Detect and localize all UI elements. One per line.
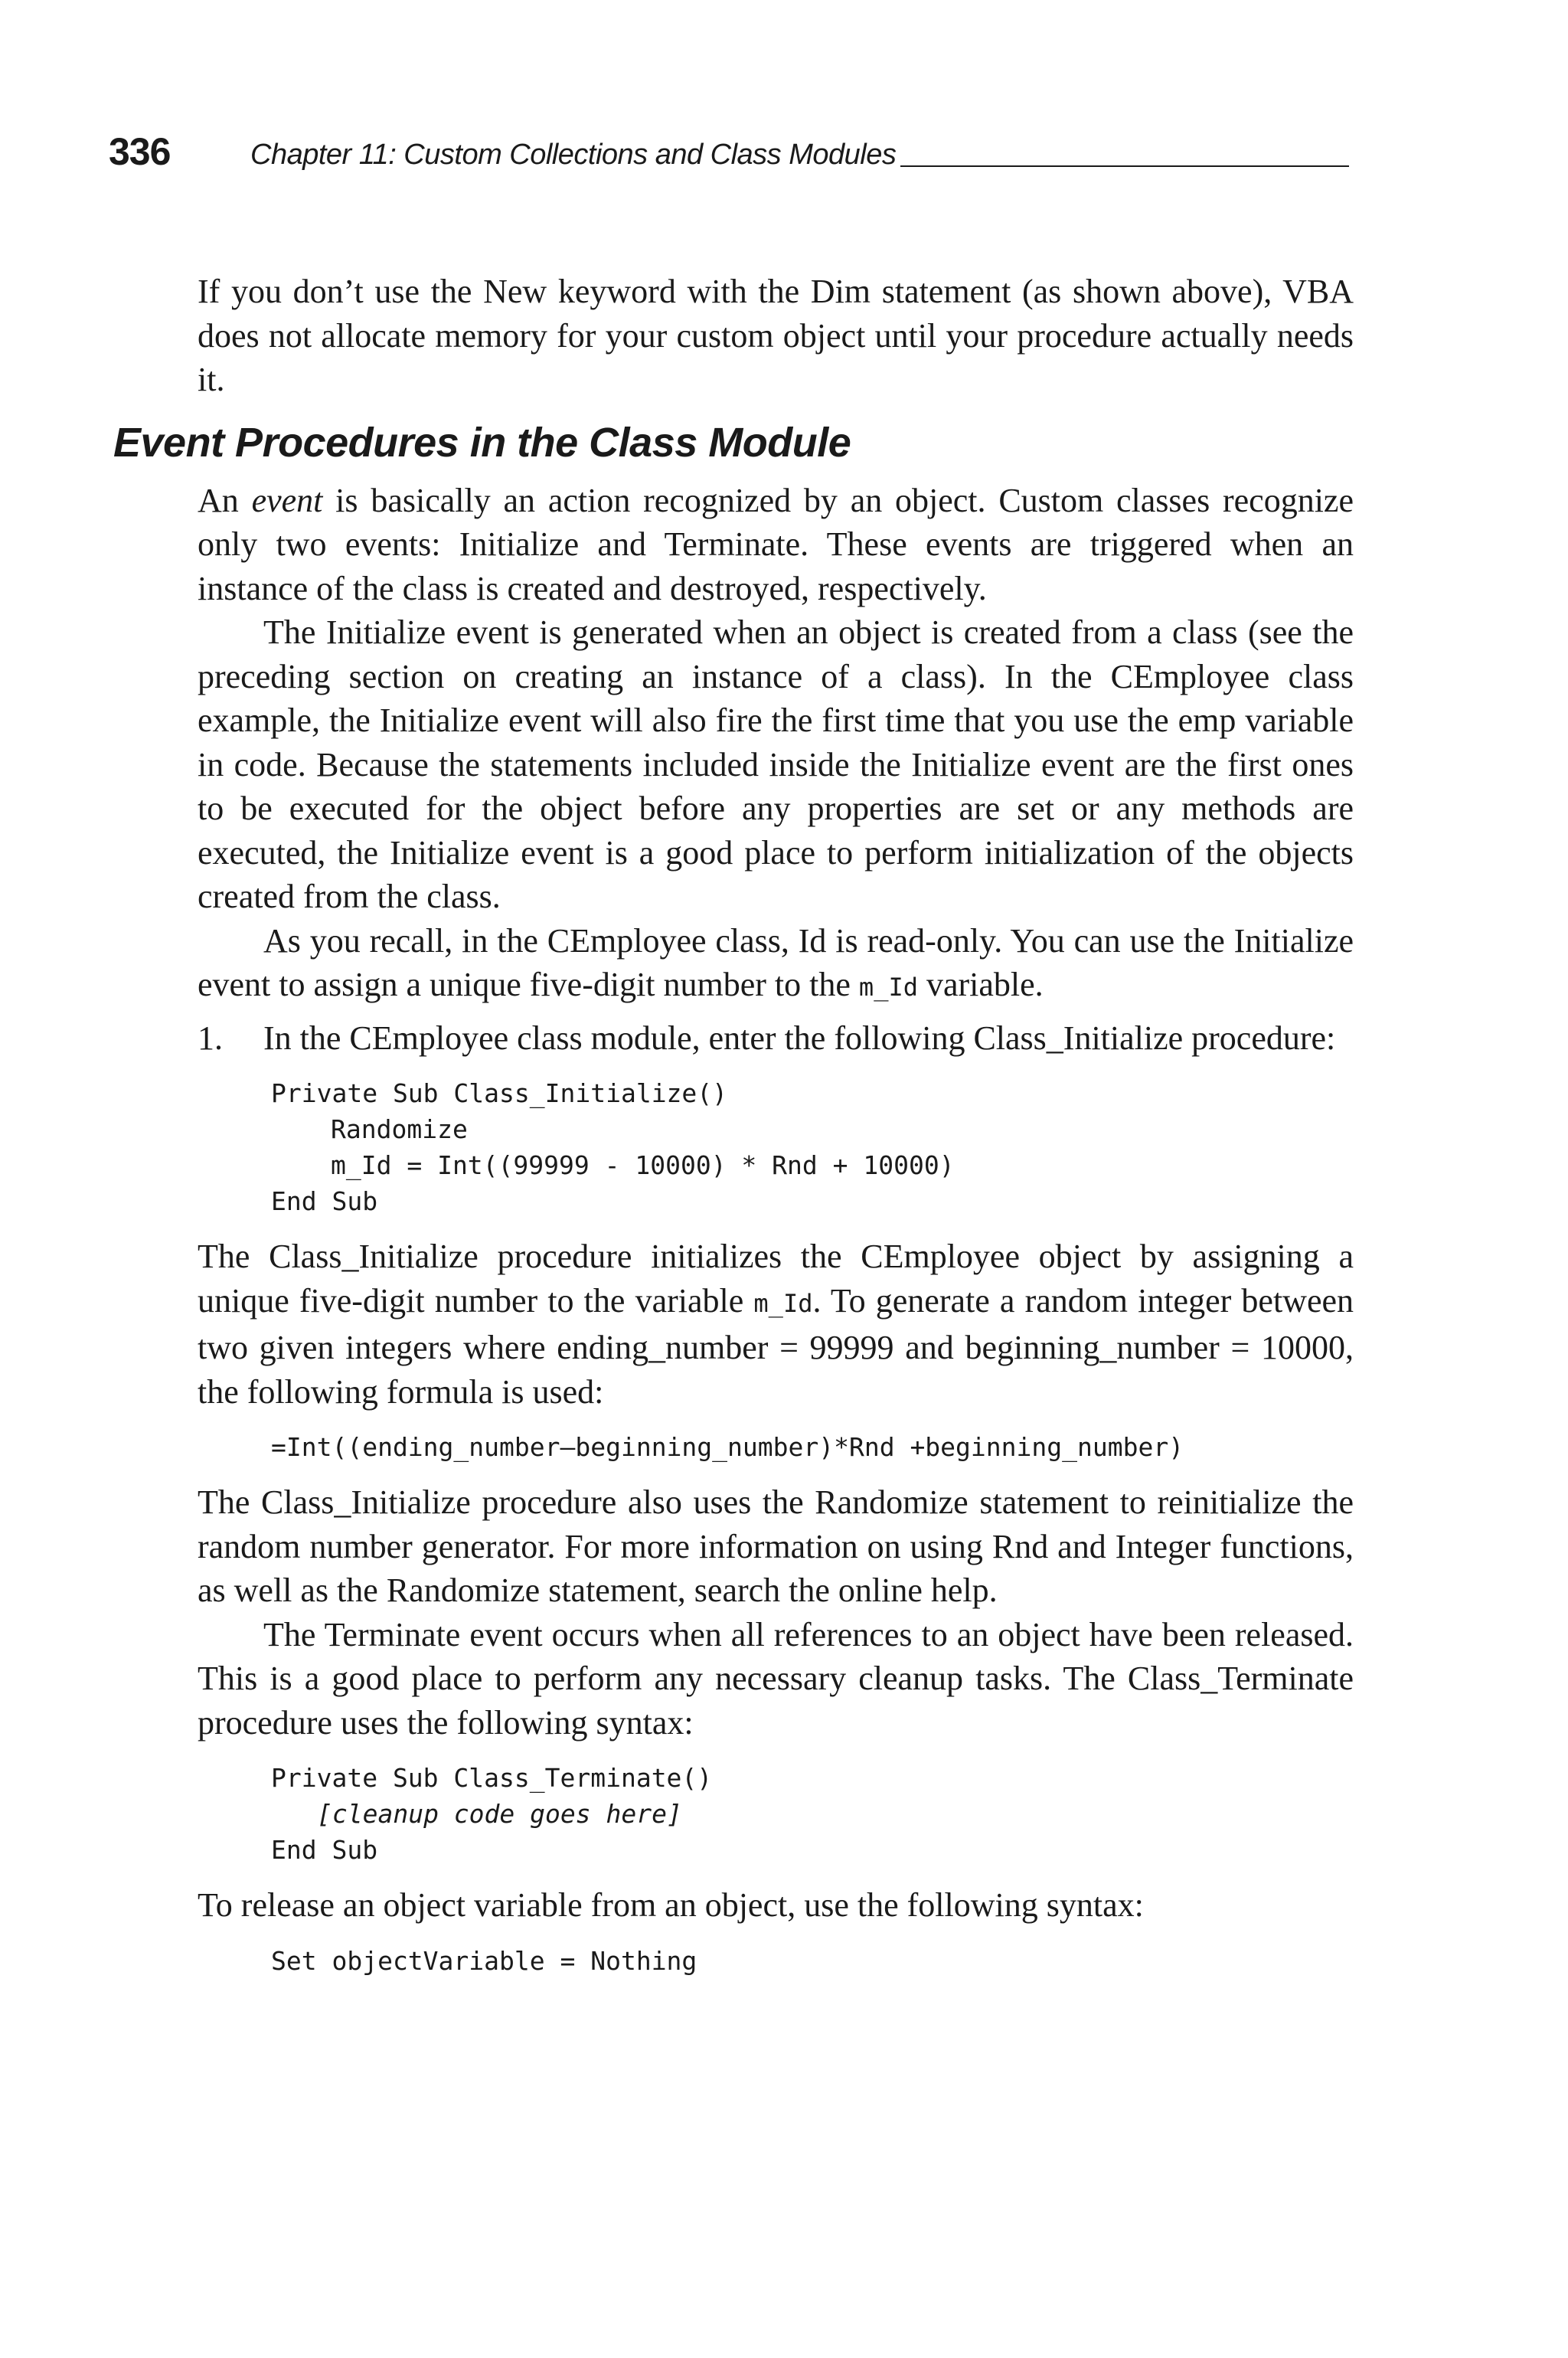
code-block-class-terminate: [271, 1760, 1354, 1868]
code-line: m_Id = Int((99999 - 10000) * Rnd + 10000): [331, 1150, 955, 1180]
code-block-set-nothing: [271, 1943, 1354, 1979]
paragraph-initialize-event: The Initialize event is generated when an object is created from a class (see the preceding section on creating an instance of a class). In the CEmployee class example, the Initialize event will also fire the first time that you use the emp variable in code. Because the statements included inside the Initialize event are the first ones to be executed for the object before any properties are set or any methods are executed, the Initialize event is a good place to perform initialization of the objects created from the class.: [198, 613, 1354, 915]
code-line: Private Sub Class_Terminate(): [271, 1763, 713, 1793]
header-rule: [900, 165, 1349, 167]
text-run: is basically an action recognized by an object. Custom classes recognize only two events: Initialize and Terminate. These events are triggered when an instance of the class is created and destroyed, respectively.: [198, 481, 1354, 607]
inline-code: m_Id: [858, 973, 918, 1002]
paragraph-randomize: The Class_Initialize procedure also uses the Randomize statement to reinitialize the random number generator. For more information on using Rnd and Integer functions, as well as the Randomize statement, search the online help.: [198, 1483, 1354, 1609]
step-number: 1.: [198, 1019, 223, 1057]
text-run: The Class_Initialize procedure initializes the CEmployee object by assigning a unique five-digit number to the variable: [198, 1238, 1354, 1320]
code-line: Randomize: [331, 1114, 468, 1144]
paragraph-event-definition: [198, 479, 1354, 611]
page-number: 336: [109, 130, 171, 173]
code-line: Set objectVariable = Nothing: [271, 1945, 697, 1976]
paragraph-release-object: To release an object variable from an object, use the following syntax:: [198, 1886, 1144, 1924]
paragraph-id-readonly: [198, 919, 1354, 1010]
chapter-title: Chapter 11: Custom Collections and Class Modules: [250, 139, 897, 171]
emphasis-term: event: [251, 481, 323, 519]
text-run: As you recall, in the CEmployee class, Id is read-only. You can use the Initialize event to assign a unique five-digit number to the: [198, 921, 1354, 1003]
section-heading: Event Procedures in the Class Module: [113, 419, 851, 466]
step-text: In the CEmployee class module, enter the following Class_Initialize procedure:: [263, 1019, 1336, 1057]
code-block-formula: [271, 1429, 1354, 1465]
page-body: [113, 270, 1354, 1994]
code-line: End Sub: [271, 1835, 378, 1865]
code-block-class-initialize: [271, 1075, 1354, 1219]
text-run: An: [198, 481, 252, 519]
code-line: =Int((ending_number–beginning_number)*Rnd +beginning_number): [271, 1432, 1184, 1462]
text-run: variable.: [917, 966, 1044, 1003]
intro-paragraph: If you don’t use the New keyword with the Dim statement (as shown above), VBA does not allocate memory for your custom object until your procedure actually needs it.: [198, 273, 1354, 398]
paragraph-terminate-event: The Terminate event occurs when all references to an object have been released. This is a good place to perform any necessary cleanup tasks. The Class_Terminate procedure uses the following syntax:: [198, 1615, 1354, 1742]
inline-code: m_Id: [753, 1288, 813, 1318]
code-line: [cleanup code goes here]: [317, 1799, 682, 1829]
step-1: [198, 1016, 1354, 1061]
code-line: End Sub: [271, 1186, 378, 1216]
text-run: . To generate a random integer between two given integers where ending_number = 99999 and beginning_number = 10000, the following formula is used:: [198, 1281, 1354, 1411]
code-line: Private Sub Class_Initialize(): [271, 1078, 728, 1108]
running-head: [109, 129, 1349, 175]
paragraph-class-initialize: [198, 1235, 1354, 1414]
